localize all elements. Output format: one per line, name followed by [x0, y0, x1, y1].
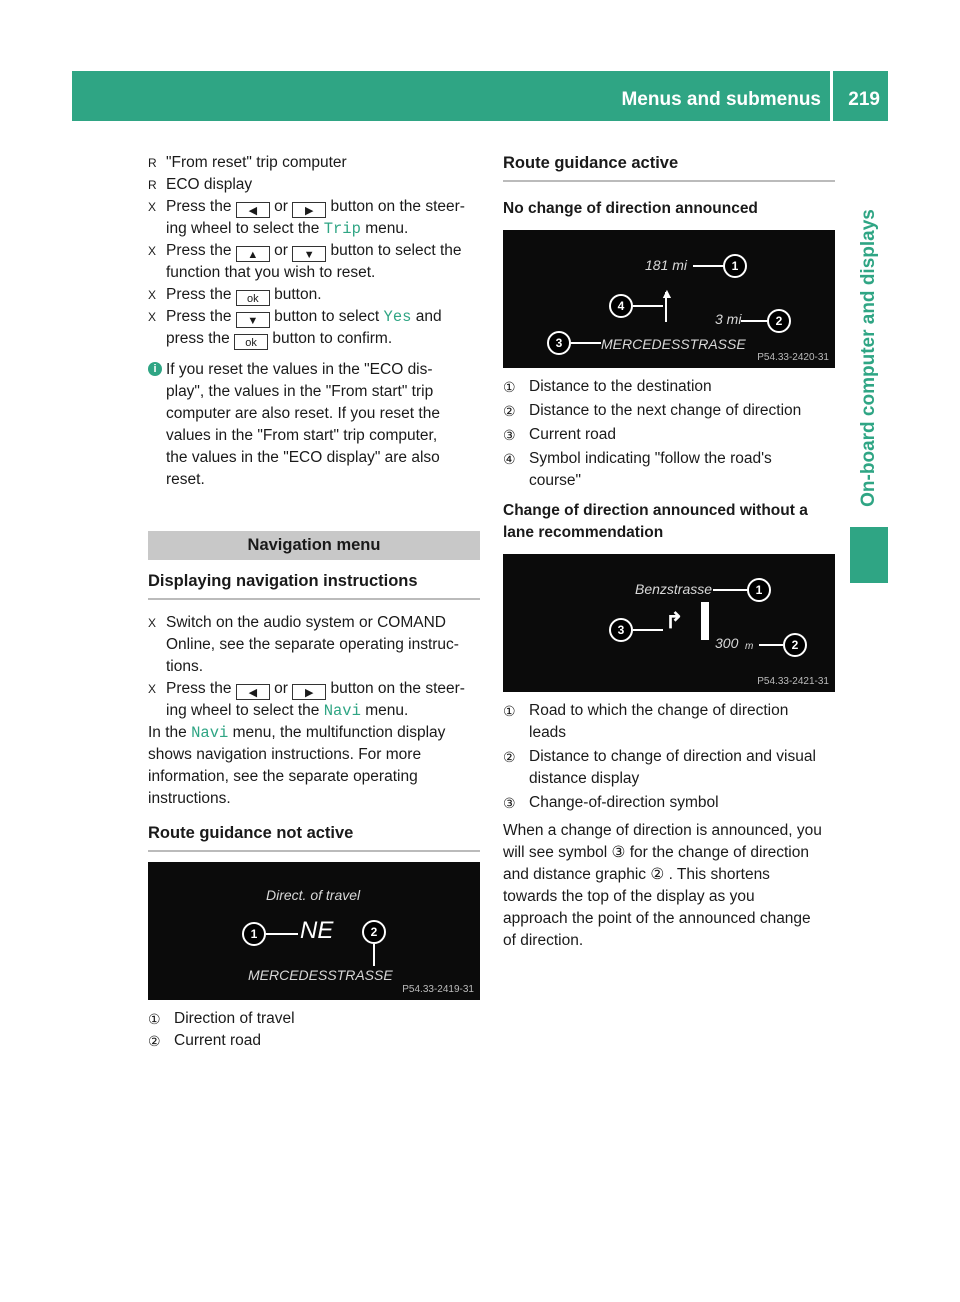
bullet-r-icon: R [148, 156, 157, 170]
legend-item: ② Distance to change of direction and visual distance display [503, 748, 816, 787]
page-number: 219 [848, 89, 880, 110]
ok-key-icon: ok [234, 334, 268, 350]
header-divider [830, 71, 833, 121]
step: X Press the ▼ button to select Yes and press the ok button to confirm. [148, 308, 442, 349]
display-figure-change: Benzstrasse 1 3 ↱ 300 m 2 P54.33-2421-31 [503, 554, 835, 692]
left-key-icon: ◀ [236, 202, 270, 218]
bullet-item: R "From reset" trip computer [148, 152, 480, 174]
legend-item: ② Distance to the next change of direction [503, 402, 802, 419]
legend-item: ③ Current road [503, 426, 617, 443]
step-arrow-icon: X [148, 288, 157, 302]
section-title: Navigation menu [148, 531, 480, 560]
menu-code: Navi [323, 702, 361, 720]
step: X Press the ok button. [148, 286, 322, 305]
down-key-icon: ▼ [292, 246, 326, 262]
side-tab-label: On-board computer and displays [858, 208, 879, 507]
up-key-icon: ▲ [236, 246, 270, 262]
distance-bar [701, 602, 709, 640]
callout-1: 1 [747, 578, 771, 602]
callout-2: 2 [783, 633, 807, 657]
legend-item: ① Distance to the destination [503, 378, 712, 395]
page-header [72, 71, 888, 121]
step-arrow-icon: X [148, 244, 157, 258]
step: X Press the ◀ or ▶ button on the steer- ing wheel to select the Trip menu. [148, 198, 465, 238]
legend-item: ① Road to which the change of direction leads [503, 702, 789, 741]
left-column [148, 152, 480, 1052]
side-tab [850, 130, 888, 585]
callout-3: 3 [547, 331, 571, 355]
right-column [503, 152, 835, 952]
callout-2: 2 [767, 309, 791, 333]
heading-active: Route guidance active [503, 152, 835, 182]
callout-3: 3 [609, 618, 633, 642]
info-note: i If you reset the values in the "ECO dis- play", the values in the "From start" trip computer are also reset. If you reset the values in the "From start" trip computer, the values in the "ECO display" are also reset. [148, 359, 480, 491]
side-marker [850, 527, 888, 583]
bullet-r-icon: R [148, 178, 157, 192]
step: X Switch on the audio system or COMAND Online, see the separate operating instruc- tions. [148, 614, 459, 675]
down-key-icon: ▼ [236, 312, 270, 328]
menu-code: Trip [323, 220, 361, 238]
step: X Press the ◀ or ▶ button on the steer- ing wheel to select the Navi menu. [148, 680, 465, 720]
step: X Press the ▲ or ▼ button to select the function that you wish to reset. [148, 242, 462, 281]
right-key-icon: ▶ [292, 202, 326, 218]
header-title: Menus and submenus [621, 89, 821, 110]
subheading-no-change: No change of direction announced [503, 200, 758, 217]
step-arrow-icon: X [148, 682, 157, 696]
step-arrow-icon: X [148, 616, 157, 630]
subheading-change: Change of direction announced without a lane recommendation [503, 502, 808, 541]
ok-key-icon: ok [236, 290, 270, 306]
heading-not-active: Route guidance not active [148, 822, 480, 852]
arrow-up-icon: ▲ [660, 285, 674, 301]
right-key-icon: ▶ [292, 684, 326, 700]
navi-paragraph: In the Navi menu, the multifunction display shows navigation instructions. For more information, see the separate operating instructions. [148, 724, 446, 807]
turn-arrow-icon: ↱ [665, 608, 684, 633]
callout-1: 1 [242, 922, 266, 946]
legend-item: ③ Change-of-direction symbol [503, 794, 719, 811]
display-figure-no-change: 181 mi 1 4 ▲ 3 mi 2 3 MERCEDESSTRASSE P54.33-2420-31 [503, 230, 835, 368]
step-arrow-icon: X [148, 200, 157, 214]
bullet-item: R ECO display [148, 174, 480, 196]
legend-item: ④ Symbol indicating "follow the road's course" [503, 450, 772, 489]
change-paragraph: When a change of direction is announced, you will see symbol ③ for the change of direction and distance graphic ② . This shortens towards the top of the display as you approach the point of the announced change of direction. [503, 822, 822, 949]
menu-code: Navi [191, 724, 229, 742]
info-icon: i [148, 362, 162, 376]
display-figure-direction: Direct. of travel 1 NE 2 MERCEDESSTRASSE P54.33-2419-31 [148, 862, 480, 1000]
left-key-icon: ◀ [236, 684, 270, 700]
legend-item: ② Current road [148, 1032, 262, 1049]
menu-code: Yes [383, 308, 412, 326]
callout-4: 4 [609, 294, 633, 318]
callout-1: 1 [723, 254, 747, 278]
step-arrow-icon: X [148, 310, 157, 324]
callout-2: 2 [362, 920, 386, 944]
heading-displaying: Displaying navigation instructions [148, 570, 480, 600]
legend-item: ① Direction of travel [148, 1010, 295, 1027]
